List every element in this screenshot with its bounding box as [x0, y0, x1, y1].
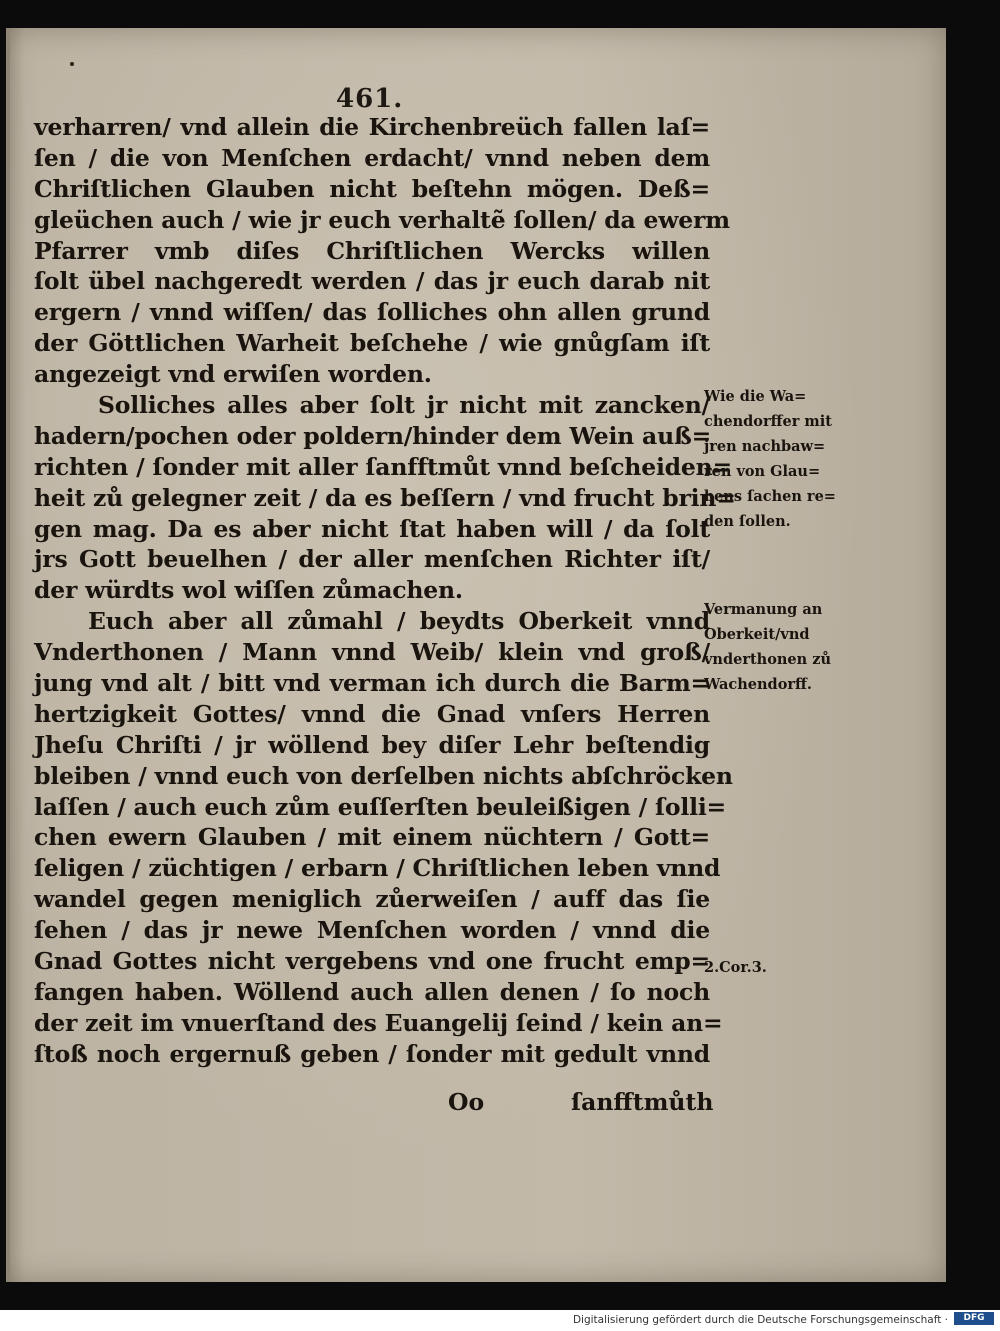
margin-note-wachendorffer — [704, 384, 854, 534]
text-line: Vnderthonen / Mann vnnd Weib/ klein vnd groß/ — [34, 638, 710, 667]
text-line: Jheſu Chriſti / jr wöllend bey diſer Lehr beſtendig — [34, 730, 710, 759]
page-number: 461. — [336, 84, 404, 114]
margin-note-line: vnderthonen zů — [704, 651, 832, 668]
text-line: Chriſtlichen Glauben nicht beſtehn mögen. Deß= — [34, 174, 710, 203]
text-line: hertzigkeit Gottes/ vnnd die Gnad vnſers Herren — [34, 699, 710, 728]
margin-note-line: ren von Glau= — [704, 463, 821, 480]
text-line: Solliches alles aber ſolt jr nicht mit zancken/ — [98, 391, 710, 420]
text-line: ſtoß noch ergernuß geben / ſonder mit gedult vnnd — [34, 1039, 710, 1068]
text-line: heit zů gelegner zeit / da es beſſern / vnd frucht brin= — [34, 483, 736, 512]
text-line: wandel gegen meniglich zůerweiſen / auff das ſie — [34, 885, 710, 914]
signature-mark: Oo — [448, 1088, 485, 1116]
text-line: der zeit im vnuerſtand des Euangelij ſeind / kein an= — [34, 1008, 723, 1037]
text-line: ſeligen / züchtigen / erbarn / Chriſtlichen leben vnnd — [34, 854, 721, 883]
margin-note-line: chendorffer mit — [704, 413, 832, 430]
margin-note-line: den ſollen. — [704, 513, 791, 530]
text-line: hadern/pochen oder poldern/hinder dem Wein auß= — [34, 421, 712, 450]
margin-note-line: bens ſachen re= — [704, 488, 836, 505]
margin-note-vermanung — [704, 597, 854, 697]
page-gutter-edge — [6, 28, 10, 1282]
dfg-logo: DFG — [954, 1312, 994, 1325]
text-line: gen mag. Da es aber nicht ſtat haben will / da ſolt — [34, 514, 710, 543]
ink-speck — [70, 62, 74, 66]
catchword: ſanfftmůth — [571, 1088, 714, 1116]
text-line: jrs Gott beuelhen / der aller menſchen Richter iſt/ — [34, 545, 710, 574]
text-line: Pfarrer vmb diſes Chriſtlichen Wercks willen — [34, 236, 710, 265]
margin-note-line: 2.Cor.3. — [704, 959, 767, 976]
digitization-credit: Digitalisierung gefördert durch die Deutsche Forschungsgemeinschaft · — [572, 1314, 948, 1326]
text-line: ſen / die von Menſchen erdacht/ vnnd neben dem — [34, 143, 710, 172]
margin-note-bible-reference — [704, 955, 854, 980]
margin-note-line: jren nachbaw= — [704, 438, 826, 455]
text-line: ſolt übel nachgeredt werden / das jr euch darab nit — [34, 267, 710, 296]
text-line: Gnad Gottes nicht vergebens vnd one frucht emp= — [34, 947, 710, 976]
text-line: ſehen / das jr newe Menſchen worden / vnnd die — [34, 916, 710, 945]
margin-note-line: Wachendorff. — [704, 676, 812, 693]
text-line: laſſen / auch euch zům euſſerſten beuleißigen / ſolli= — [34, 792, 727, 821]
text-line: der würdts wol wiſſen zůmachen. — [34, 576, 463, 605]
margin-note-line: Oberkeit/vnd — [704, 626, 810, 643]
margin-note-line: Vermanung an — [704, 601, 823, 618]
margin-note-line: Wie die Wa= — [704, 388, 807, 405]
text-line: Euch aber all zůmahl / beydts Oberkeit vnnd — [88, 607, 710, 636]
text-line: der Göttlichen Warheit beſchehe / wie gnůgſam iſt — [34, 329, 710, 358]
text-line: bleiben / vnnd euch von derſelben nichts abſchröcken — [34, 761, 733, 790]
text-line: gleüchen auch / wie jr euch verhaltẽ ſollen/ da ewerm — [34, 205, 730, 234]
text-line: angezeigt vnd erwiſen worden. — [34, 360, 432, 389]
text-line: ergern / vnnd wiſſen/ das ſolliches ohn allen grund — [34, 298, 710, 327]
text-line: jung vnd alt / bitt vnd verman ich durch die Barm= — [34, 669, 710, 698]
text-line: richten / ſonder mit aller ſanfftmůt vnnd beſcheiden= — [34, 452, 733, 481]
text-line: chen ewern Glauben / mit einem nüchtern / Gott= — [34, 823, 710, 852]
text-line: fangen haben. Wöllend auch allen denen / ſo noch — [34, 977, 710, 1006]
text-line: verharren/ vnd allein die Kirchenbreüch fallen laſ= — [34, 113, 710, 141]
